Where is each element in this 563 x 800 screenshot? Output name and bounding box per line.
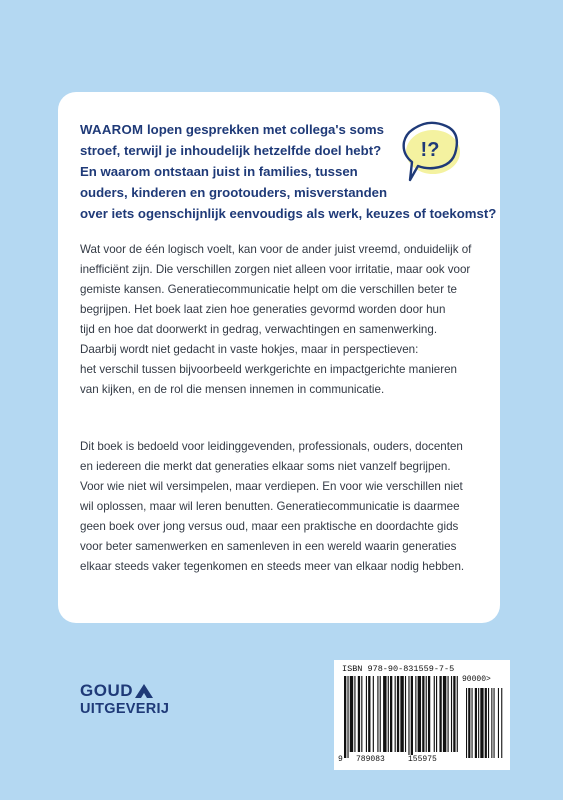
isbn-label: ISBN 978-90-831559-7-5 bbox=[342, 664, 455, 674]
barcode-first-digit: 9 bbox=[338, 755, 343, 764]
publisher-name: GOUD bbox=[80, 681, 133, 700]
isbn-barcode bbox=[334, 660, 510, 770]
barcode-right-group: 155975 bbox=[408, 755, 437, 764]
publisher-subtitle: UITGEVERIJ bbox=[80, 701, 170, 717]
body-paragraph-1 bbox=[80, 240, 490, 400]
body-paragraph-2 bbox=[80, 437, 490, 577]
body-line: Voor wie niet wil versimpelen, maar verdiepen. En voor wie verschillen niet bbox=[80, 480, 463, 493]
bubble-text: !? bbox=[420, 139, 440, 161]
body-line: gemiste kansen. Generatiecommunicatie helpt om die verschillen beter te bbox=[80, 283, 457, 296]
body-line: tijd en hoe dat doorwerkt in gedrag, verwachtingen en samenwerking. bbox=[80, 323, 438, 336]
barcode-addon: 90000> bbox=[462, 675, 491, 684]
intro-keyword: WAAROM bbox=[80, 122, 144, 137]
body-line: Wat voor de één logisch voelt, kan voor de ander juist vreemd, onduidelijk of bbox=[80, 243, 472, 256]
publisher-logo bbox=[80, 681, 169, 719]
body-line: Dit boek is bedoeld voor leidinggevenden, professionals, ouders, docenten bbox=[80, 440, 463, 453]
body-line: van kijken, en de rol die mensen innemen in communicatie. bbox=[80, 383, 385, 396]
body-line: begrijpen. Het boek laat zien hoe generaties gevormd worden door hun bbox=[80, 303, 446, 316]
barcode-bars bbox=[340, 676, 504, 758]
body-line: Daarbij wordt niet gedacht in vaste hokjes, maar in perspectieven: bbox=[80, 343, 419, 356]
body-line: inefficiënt zijn. Die verschillen zorgen niet alleen voor irritatie, maar ook voor bbox=[80, 263, 471, 276]
body-line: geen boek over jong versus oud, maar een praktische en doordachte gids bbox=[80, 520, 459, 533]
body-line: en iedereen die merkt dat generaties elkaar soms niet vanzelf begrijpen. bbox=[80, 460, 451, 473]
publisher-name-row bbox=[80, 681, 169, 700]
back-cover-card bbox=[58, 92, 500, 623]
intro-line: ouders, kinderen en grootouders, misverstanden bbox=[80, 185, 388, 200]
body-line: wil oplossen, maar wil leren benutten. Generatiecommunicatie is daarmee bbox=[80, 500, 460, 513]
body-line: elkaar steeds vaker tegenkomen en steeds meer van elkaar nodig hebben. bbox=[80, 560, 465, 573]
barcode-left-group: 789083 bbox=[356, 755, 385, 764]
intro-line-rest: lopen gesprekken met collega's soms bbox=[143, 122, 384, 137]
intro-line: over iets ogenschijnlijk eenvoudigs als werk, keuzes of toekomst? bbox=[80, 206, 497, 221]
body-line: het verschil tussen bijvoorbeeld werkgerichte en impactgerichte manieren bbox=[80, 363, 457, 376]
body-line: voor beter samenwerken en samenleven in een wereld waarin generaties bbox=[80, 540, 457, 553]
mountain-icon bbox=[135, 684, 153, 698]
intro-line: En waarom ontstaan juist in families, tussen bbox=[80, 164, 358, 179]
speech-bubble-icon bbox=[398, 116, 464, 186]
intro-line: stroef, terwijl je inhoudelijk hetzelfde doel hebt? bbox=[80, 143, 382, 158]
